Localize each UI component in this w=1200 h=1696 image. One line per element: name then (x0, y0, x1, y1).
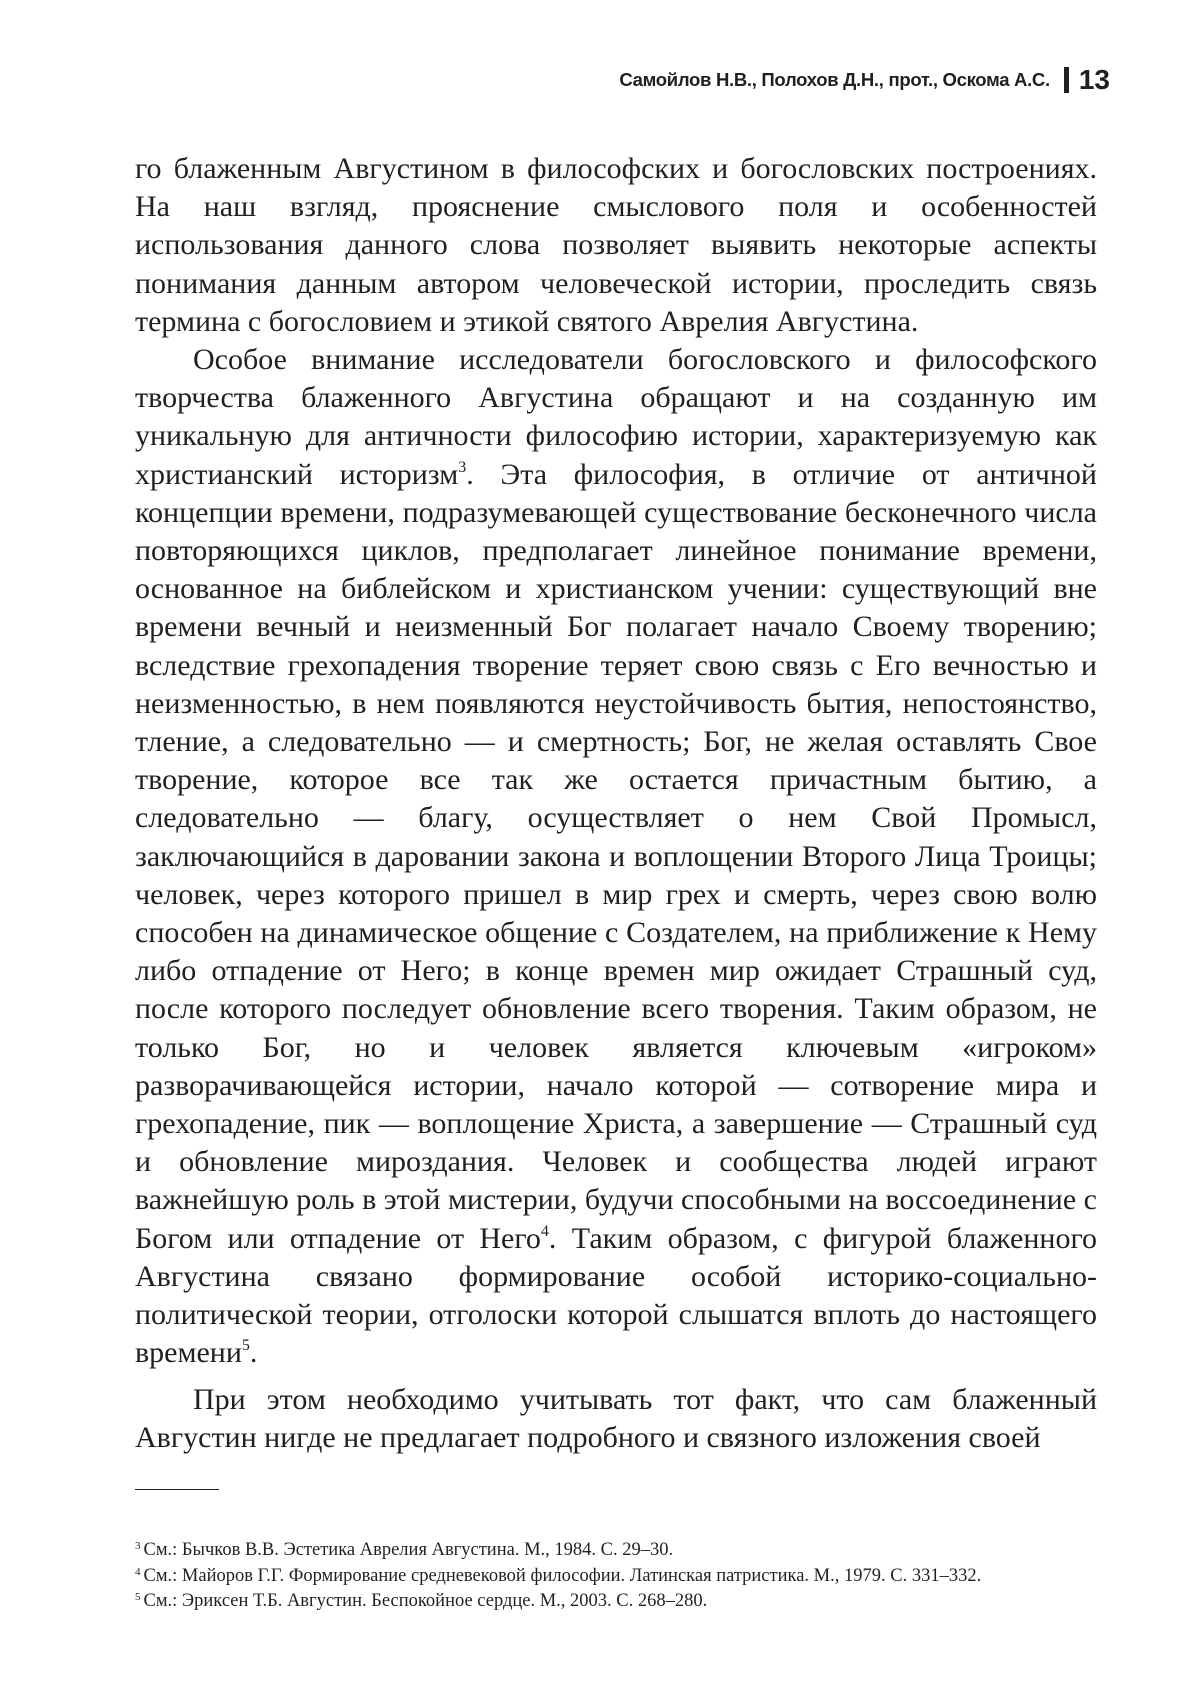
footnote-text: См.: Бычков В.В. Эстетика Аврелия Августина. М., 1984. С. 29–30. (143, 1540, 674, 1560)
paragraph-2 (135, 341, 1097, 1372)
footnote-number: 5 (135, 1591, 141, 1603)
footnote-text: См.: Майоров Г.Г. Формирование средневековой философии. Латинская патристика. М., 1979. С. 331–332. (143, 1565, 982, 1586)
running-header (619, 64, 1110, 96)
paragraph-2-part-b: . Эта философия, в отличие от античной концепции времени, подразумевающей существование бесконечного числа повторяющихся циклов, предполагает линейное понимание времени, основанное на библейском и христианском учении: существующий вне времени вечный и неизменный Бог полагает начало Своему творению; вследствие грехопадения творение теряет свою связь с Его вечностью и неизменностью, в нем появляются неустойчивость бытия, непостоянство, тление, а следовательно — и смертность; Бог, не желая оставлять Свое творение, которое все так же остается причастным бытию, а следовательно — благу, осуществляет о нем Свой Промысл, заключающийся в даровании закона и воплощении Второго Лица Троицы; человек, через которого пришел в мир грех и смерть, через свою волю способен на динамическое общение с Создателем, на приближение к Нему либо отпадение от Него; в конце времен мир ожидает Страшный суд, после которого последует обновление всего творения. Таким образом, не только Бог, но и человек является ключевым «игроком» разворачивающейся истории, начало которой — сотворение мира и грехопадение, пик — воплощение Христа, а завершение — Страшный суд и обновление мироздания. Человек и сообщества людей играют важнейшую роль в этой мистерии, будучи способными на воссоединение с Богом или отпадение от Него (135, 457, 1097, 1255)
footnote-4 (135, 1564, 1115, 1590)
footnote-ref-3[interactable]: 3 (458, 458, 467, 476)
header-divider (1064, 67, 1069, 93)
footnote-ref-5[interactable]: 5 (241, 1337, 250, 1355)
footnote-ref-4[interactable]: 4 (540, 1222, 549, 1240)
page-number: 13 (1078, 64, 1110, 95)
header-authors: Самойлов Н.В., Полохов Д.Н., прот., Оскома А.С. (619, 69, 1050, 90)
paragraph-1: го блаженным Августином в философских и богословских построениях. На наш взгляд, прояснение смыслового поля и особенностей использования данного слова позволяет выявить некоторые аспекты понимания данным автором человеческой истории, проследить связь термина с богословием и этикой святого Аврелия Августина. (135, 152, 1097, 338)
paragraph-2-part-c: . Таким образом, с фигурой блаженного Августина связано формирование особой историко-социально-политической теории, отголоски которой слышатся вплоть до настоящего времени (135, 1221, 1097, 1370)
footnote-separator (135, 1489, 219, 1490)
footnote-3 (135, 1538, 1115, 1564)
footnote-5 (135, 1589, 1115, 1615)
footnote-number: 3 (135, 1540, 141, 1552)
footnotes (135, 1538, 1115, 1615)
footnote-number: 4 (135, 1565, 141, 1578)
paragraph-2-part-d: . (249, 1336, 258, 1370)
main-text (135, 150, 1097, 1457)
paragraph-3: При этом необходимо учитывать тот факт, что сам блаженный Августин нигде не предлагает подробного и связного изложения своей (135, 1382, 1097, 1454)
paragraph-2-part-a: Особое внимание исследователи богословского и философского творчества блаженного Августина обращают и на созданную им уникальную для античности философию истории, характеризуемую как христианский историзм (135, 343, 1097, 491)
footnote-text: См.: Эриксен Т.Б. Августин. Беспокойное сердце. М., 2003. С. 268–280. (143, 1591, 708, 1611)
